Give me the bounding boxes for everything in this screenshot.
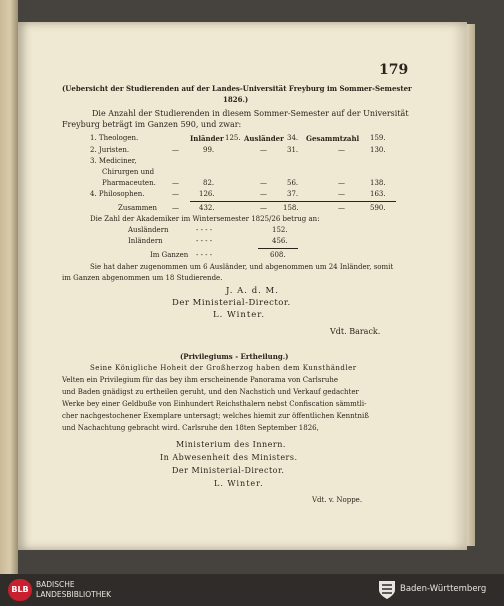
dash: —: [338, 179, 345, 187]
body-line: und Baden gnädigst zu ertheilen geruht, und den Nachstich und Verkauf gedachter: [62, 388, 359, 396]
winter-total: 608.: [270, 251, 286, 259]
cell-gesammt: 163.: [370, 190, 386, 198]
section-heading-cont: 1826.): [223, 95, 249, 104]
winter-total-label: Im Ganzen: [150, 251, 189, 259]
row-label: 2. Juristen.: [90, 146, 130, 154]
row-label: 3. Mediciner,: [90, 157, 137, 165]
decrease-line-1: Sie hat daher zugenommen um 6 Ausländer, und abgenommen um 24 Inländer, somit: [90, 263, 394, 271]
dash: —: [260, 204, 267, 212]
dash: —: [172, 146, 179, 154]
cell-gesammt: 130.: [370, 146, 386, 154]
col-header-gesammt: Gesammtzahl: [306, 134, 360, 143]
sig2-ministry: Ministerium des Innern.: [176, 440, 286, 449]
total-auslaender: 158.: [283, 204, 299, 212]
total-gesammt: 590.: [370, 204, 386, 212]
winter-label: Inländern: [128, 237, 163, 245]
body-line: Werke bey einer Geldbuße von Einhundert Reichsthalern nebst Confiscation sämmtli-: [62, 400, 367, 408]
section-heading-2: (Privilegiums - Ertheilung.): [180, 352, 289, 361]
library-name-line-1: BADISCHE: [36, 580, 75, 589]
sig2-title: Der Ministerial-Director.: [172, 466, 285, 475]
dash: —: [338, 204, 345, 212]
dash: —: [338, 146, 345, 154]
winter-value: 152.: [272, 226, 288, 234]
cell-auslaender: 34.: [287, 134, 299, 142]
dash: —: [260, 146, 267, 154]
dash: —: [172, 190, 179, 198]
row-label: Chirurgen und: [102, 168, 155, 176]
sig-name: L. Winter.: [213, 310, 266, 320]
body-line: und Nachachtung gebracht wird. Carlsruhe den 18ten September 1826,: [62, 424, 319, 432]
state-name[interactable]: Baden-Württemberg: [400, 584, 487, 594]
sig-title: Der Ministerial-Director.: [172, 298, 291, 308]
dash: —: [172, 179, 179, 187]
library-name-line-2: LANDESBIBLIOTHEK: [36, 590, 112, 599]
vdt-signature-2: Vdt. v. Noppe.: [312, 496, 363, 504]
sig-initials: J. A. d. M.: [226, 286, 279, 296]
cell-gesammt: 159.: [370, 134, 386, 142]
page-number: 179: [379, 62, 409, 78]
right-page-edge: [467, 24, 475, 546]
section-heading: (Uebersicht der Studierenden auf der Landes-Universität Freyburg im Sommer-Semester: [62, 84, 412, 93]
winter-line: Die Zahl der Akademiker im Wintersemester 1825/26 betrug an:: [90, 215, 320, 223]
winter-value: 456.: [272, 237, 288, 245]
sig2-absence: In Abwesenheit des Ministers.: [160, 453, 298, 462]
body-line: Velten ein Privilegium für das bey ihm erscheinende Panorama von Carlsruhe: [62, 376, 338, 384]
col-header-auslaender: Ausländer: [244, 134, 284, 143]
sum-rule: [190, 201, 396, 202]
dash: —: [338, 190, 345, 198]
winter-sum-rule: [258, 248, 298, 249]
winter-dots: - - - -: [196, 251, 213, 259]
cell-gesammt: 138.: [370, 179, 386, 187]
row-label: 1. Theologen.: [90, 134, 139, 142]
dash: —: [260, 190, 267, 198]
body-line: cher nachgestochener Exemplare untersagt; welches hiemit zur öffentlichen Kenntniß: [62, 412, 369, 420]
row-label: 4. Philosophen.: [90, 190, 145, 198]
cell-inlaender: 125.: [225, 134, 241, 142]
baden-wuerttemberg-coat-of-arms-icon[interactable]: [378, 580, 396, 600]
cell-auslaender: 37.: [287, 190, 299, 198]
winter-label: Ausländern: [128, 226, 169, 234]
total-label: Zusammen: [118, 204, 158, 212]
intro-line-1: Die Anzahl der Studierenden in diesem Sommer-Semester auf der Universität: [92, 109, 409, 118]
cell-inlaender: 99.: [203, 146, 215, 154]
row-label: Pharmaceuten.: [102, 179, 156, 187]
cell-auslaender: 56.: [287, 179, 299, 187]
sig2-name: L. Winter.: [214, 479, 264, 488]
dash: —: [260, 179, 267, 187]
winter-dots: - - - -: [196, 237, 213, 245]
cell-inlaender: 126.: [199, 190, 215, 198]
body-line: Seine Königliche Hoheit der Großherzog haben dem Kunsthändler: [90, 364, 357, 372]
intro-line-2: Freyburg beträgt im Ganzen 590, und zwar:: [62, 120, 242, 129]
vdt-signature: Vdt. Barack.: [330, 327, 381, 336]
library-name[interactable]: [36, 580, 111, 600]
footer-bar: [0, 574, 504, 606]
cell-auslaender: 31.: [287, 146, 299, 154]
total-inlaender: 432.: [199, 204, 215, 212]
blb-logo[interactable]: BLB: [8, 579, 32, 601]
dash: —: [172, 204, 179, 212]
winter-dots: - - - -: [196, 226, 213, 234]
left-page-edge: [0, 0, 18, 574]
cell-inlaender: 82.: [203, 179, 215, 187]
col-header-inlaender: Inländer: [190, 134, 224, 143]
decrease-line-2: im Ganzen abgenommen um 18 Studierende.: [62, 274, 223, 282]
